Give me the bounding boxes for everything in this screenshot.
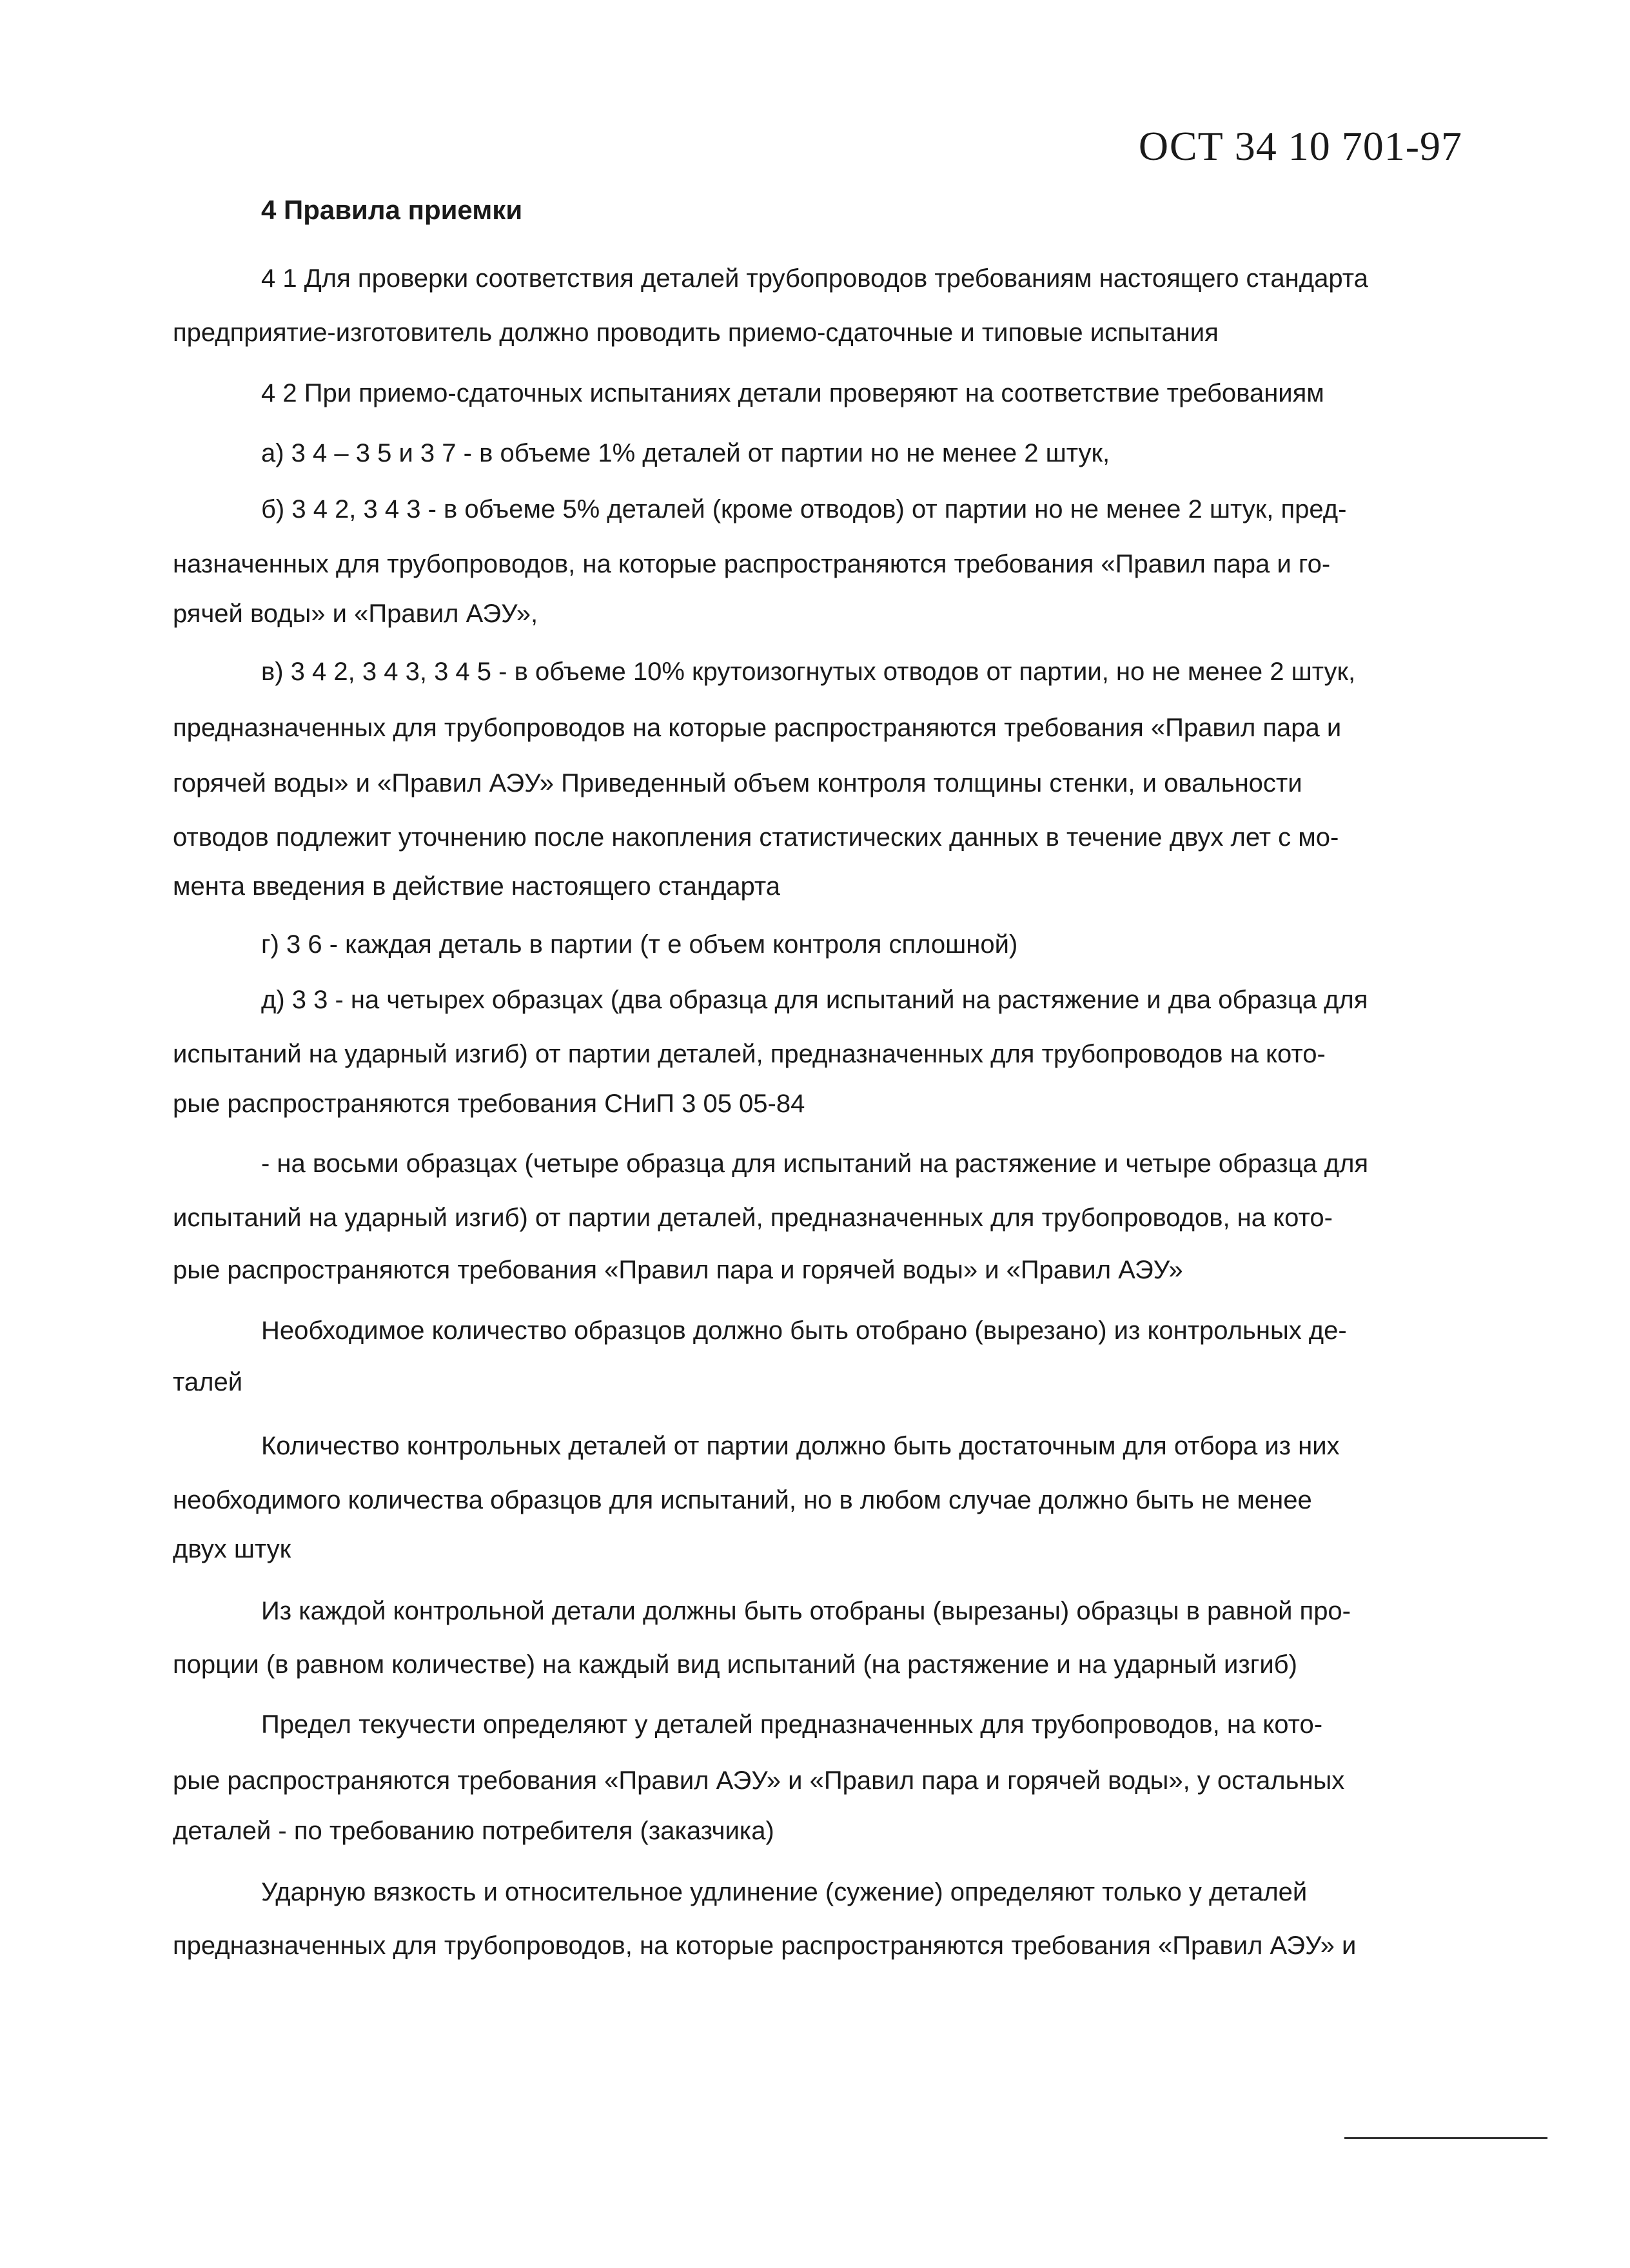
- document-code: ОСТ 34 10 701-97: [1138, 123, 1462, 169]
- text-line: а) 3 4 – 3 5 и 3 7 - в объеме 1% деталей от партии но не менее 2 штук,: [261, 439, 1110, 467]
- text-line: д) 3 3 - на четырех образцах (два образца для испытаний на растяжение и два образца для: [261, 986, 1368, 1014]
- text-line: предназначенных для трубопроводов, на которые распространяются требования «Правил АЭУ» и: [173, 1931, 1357, 1960]
- text-line: Из каждой контрольной детали должны быть отобраны (вырезаны) образцы в равной про-: [261, 1597, 1351, 1625]
- text-line: 4 2 При приемо-сдаточных испытаниях детали проверяют на соответствие требованиям: [261, 379, 1324, 407]
- text-line: горячей воды» и «Правил АЭУ» Приведенный объем контроля толщины стенки, и овальности: [173, 769, 1302, 797]
- text-line: 4 1 Для проверки соответствия деталей трубопроводов требованиям настоящего стандарта: [261, 264, 1368, 293]
- text-line: предприятие-изготовитель должно проводить приемо-сдаточные и типовые испытания: [173, 318, 1219, 347]
- text-line: порции (в равном количестве) на каждый вид испытаний (на растяжение и на ударный изгиб): [173, 1650, 1297, 1679]
- text-line: Ударную вязкость и относительное удлинение (сужение) определяют только у деталей: [261, 1878, 1308, 1906]
- text-line: рячей воды» и «Правил АЭУ»,: [173, 600, 538, 628]
- text-line: назначенных для трубопроводов, на которые распространяются требования «Правил пара и го-: [173, 550, 1331, 578]
- text-line: рые распространяются требования СНиП 3 05 05-84: [173, 1090, 805, 1118]
- text-line: - на восьми образцах (четыре образца для испытаний на растяжение и четыре образца для: [261, 1149, 1369, 1178]
- text-line: мента введения в действие настоящего стандарта: [173, 872, 781, 901]
- section-title: 4 Правила приемки: [261, 195, 523, 225]
- text-line: Необходимое количество образцов должно быть отобрано (вырезано) из контрольных де-: [261, 1316, 1347, 1345]
- text-line: б) 3 4 2, 3 4 3 - в объеме 5% деталей (кроме отводов) от партии но не менее 2 штук, пред-: [261, 495, 1347, 523]
- text-line: испытаний на ударный изгиб) от партии деталей, предназначенных для трубопроводов на кото-: [173, 1040, 1326, 1068]
- text-line: двух штук: [173, 1535, 291, 1563]
- footer-rule: [1344, 2137, 1547, 2139]
- text-line: в) 3 4 2, 3 4 3, 3 4 5 - в объеме 10% крутоизогнутых отводов от партии, но не менее 2 штук,: [261, 658, 1356, 686]
- text-line: отводов подлежит уточнению после накопления статистических данных в течение двух лет с мо-: [173, 823, 1339, 852]
- text-line: г) 3 6 - каждая деталь в партии (т е объем контроля сплошной): [261, 930, 1018, 959]
- text-line: испытаний на ударный изгиб) от партии деталей, предназначенных для трубопроводов, на кото-: [173, 1204, 1333, 1232]
- text-line: талей: [173, 1368, 243, 1396]
- text-line: предназначенных для трубопроводов на которые распространяются требования «Правил пара и: [173, 714, 1342, 742]
- text-line: рые распространяются требования «Правил пара и горячей воды» и «Правил АЭУ»: [173, 1256, 1183, 1284]
- text-line: Предел текучести определяют у деталей предназначенных для трубопроводов, на кото-: [261, 1710, 1323, 1739]
- text-line: рые распространяются требования «Правил АЭУ» и «Правил пара и горячей воды», у остальных: [173, 1766, 1345, 1795]
- text-line: необходимого количества образцов для испытаний, но в любом случае должно быть не менее: [173, 1486, 1312, 1514]
- text-line: деталей - по требованию потребителя (заказчика): [173, 1817, 774, 1845]
- text-line: Количество контрольных деталей от партии должно быть достаточным для отбора из них: [261, 1432, 1340, 1460]
